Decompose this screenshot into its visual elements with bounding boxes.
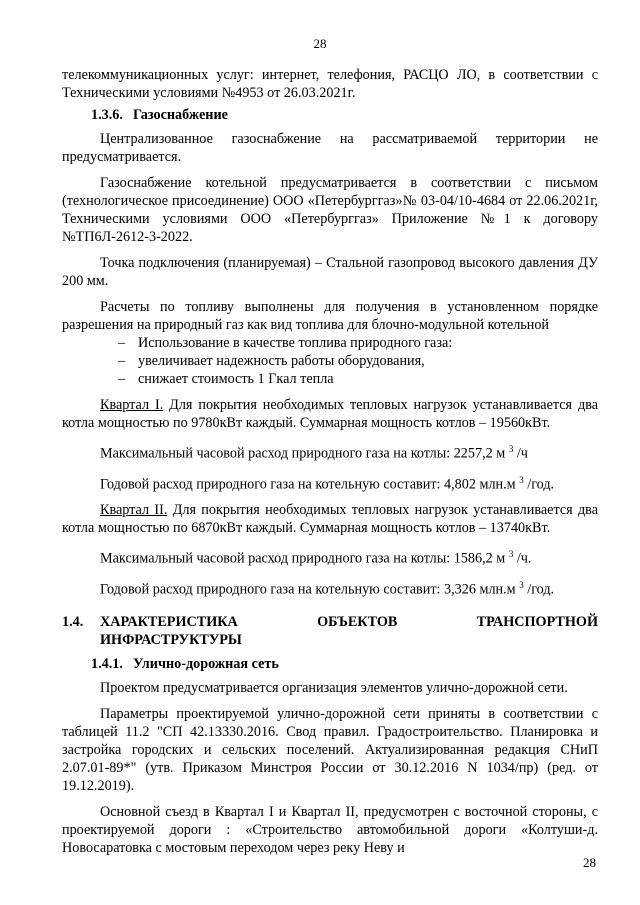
section-heading-1-3-6 <box>91 106 598 124</box>
paragraph: Основной съезд в Квартал I и Квартал II, предусмотрен с восточной стороны, с проектируемой дороги : «Строительство автомобильной дороги «Колтуши-д. Новосаратовка с мостовым переходом через реку Неву и <box>62 803 598 856</box>
section-title: Газоснабжение <box>133 107 228 123</box>
paragraph: Годовой расход природного газа на котельную составит: 4,802 млн.м $^3$ /год. <box>100 474 555 493</box>
section-number: 1.3.6. <box>91 107 123 123</box>
paragraph: Годовой расход природного газа на котельную составит: 3,326 млн.м $^3$ /год. <box>100 580 555 598</box>
bullet-list <box>62 334 598 388</box>
list-item: – Использование в качестве топлива природного газа: <box>118 335 453 351</box>
section-title: Улично-дорожная сеть <box>133 655 279 672</box>
quarter-label: Квартал II. <box>100 502 168 519</box>
paragraph: Проектом предусматривается организация элементов улично-дорожной сети. <box>100 679 568 696</box>
paragraph-quarter-2: Квартал II. Для покрытия необходимых тепловых нагрузок устанавливается два котла мощностью по 6870кВт каждый. Суммарная мощность котлов – 13740кВт. <box>62 502 598 537</box>
section-number: 1.4. <box>62 613 84 630</box>
paragraph: Газоснабжение котельной предусматривается в соответствии с письмом (технологическое присоединение) ООО «Петербурггаз»№ 03-04/10-4684 от 22.06.2021г, Техническими условиями ООО «Петербурггаз» Приложение №1 к договору №ТП6Л-2612-3-2022. <box>62 175 598 245</box>
quarter-label: Квартал I. <box>100 397 164 413</box>
page-number-top: 28 <box>313 36 327 51</box>
section-heading-1-4-1 <box>91 655 598 673</box>
section-title: ХАРАКТЕРИСТИКА ОБЪЕКТОВ ТРАНСПОРТНОЙ ИНФРАСТРУКТУРЫ <box>100 613 598 648</box>
list-item: – снижает стоимость 1 Гкал тепла <box>118 371 334 387</box>
list-item: – увеличивает надежность работы оборудования, <box>118 353 425 369</box>
section-heading-1-4 <box>62 613 598 649</box>
paragraph: Максимальный часовой расход природного газа на котлы: 2257,2 м $^3$ /ч <box>100 444 528 462</box>
paragraph: Централизованное газоснабжение на рассматриваемой территории не предусматривается. <box>62 131 598 165</box>
paragraph-quarter-1: Квартал I. Для покрытия необходимых тепловых нагрузок устанавливается два котла мощностью по 9780кВт каждый. Суммарная мощность котлов – 19560кВт. <box>62 397 599 431</box>
paragraph: Расчеты по топливу выполнены для получения в установленном порядке разрешения на природный газ как вид топлива для блочно-модульной котельной <box>62 299 598 333</box>
paragraph: Максимальный часовой расход природного газа на котлы: 1586,2 м $^3$ /ч. <box>100 549 532 568</box>
document-page <box>62 66 598 857</box>
section-number: 1.4.1. <box>91 655 123 672</box>
paragraph: Точка подключения (планируемая) – Стальной газопровод высокого давления ДУ 200 мм. <box>62 255 598 289</box>
paragraph: Параметры проектируемой улично-дорожной сети приняты в соответствии с таблицей 11.2 "СП 42.13330.2016. Свод правил. Градостроительство. Планировка и застройка городских и сельских поселений. Актуализированная редакция СНиП 2.07.01-89*" (утв. Приказом Минстроя России от 30.12.2016 N 1034/пр) (ред. от 19.12.2019). <box>62 705 598 794</box>
intro-paragraph: телекоммуникационных услуг: интернет, телефония, РАСЦО ЛО, в соответствии с Техническими условиями №4953 от 26.03.2021г. <box>62 67 598 101</box>
page-number-bottom: 28 <box>583 855 596 870</box>
